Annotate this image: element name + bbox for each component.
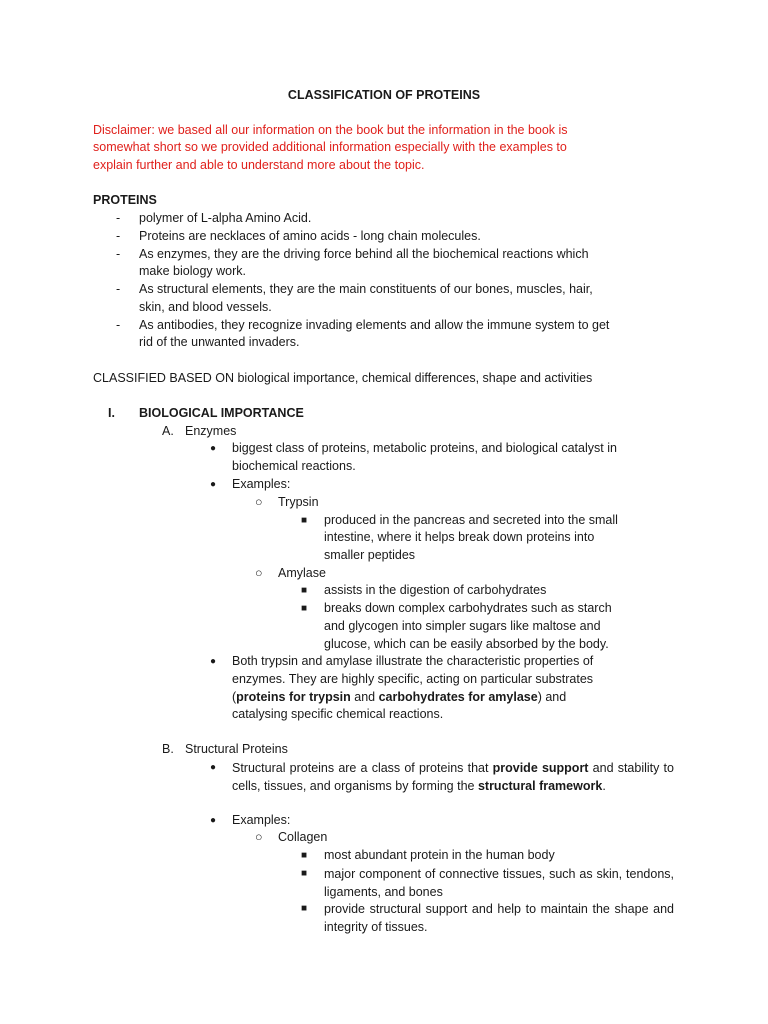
disclaimer-line-1: Disclaimer: we based all our information on the book but the information in the book is [93, 123, 568, 137]
trypsin-point-line-1: produced in the pancreas and secreted into the small [324, 513, 618, 527]
bullet-marker: ● [210, 656, 217, 667]
dash-marker: - [116, 229, 121, 243]
section-heading: BIOLOGICAL IMPORTANCE [139, 406, 304, 420]
circle-marker: ○ [255, 495, 263, 509]
bullet-marker: ● [210, 815, 217, 826]
subsection-letter-a: A. [162, 424, 174, 438]
enzymes-desc-line-1: biggest class of proteins, metabolic proteins, and biological catalyst in [232, 441, 617, 455]
example-collagen: Collagen [278, 830, 328, 844]
disclaimer-line-2: somewhat short so we provided additional information especially with the examples to [93, 140, 567, 154]
square-marker: ■ [301, 850, 308, 861]
dash-marker: - [116, 282, 121, 296]
disclaimer-line-3: explain further and able to understand more about the topic. [93, 158, 425, 172]
trypsin-point-line-3: smaller peptides [324, 548, 416, 562]
bold-carbohydrates-for-amylase: carbohydrates for amylase [378, 690, 538, 704]
dash-marker: - [116, 318, 121, 332]
classified-basis: CLASSIFIED BASED ON biological importance, chemical differences, shape and activities [93, 371, 593, 385]
trypsin-point-line-2: intestine, where it helps break down proteins into [324, 530, 595, 544]
protein-point-3-line-1: As enzymes, they are the driving force behind all the biochemical reactions which [139, 247, 589, 261]
dash-marker: - [116, 211, 121, 225]
structural-desc: Structural proteins are a class of proteins that provide support and stability to cells, tissues, and organisms by forming the structural framework. [232, 761, 674, 793]
subsection-letter-b: B. [162, 742, 174, 756]
protein-point-2: Proteins are necklaces of amino acids - long chain molecules. [139, 229, 481, 243]
example-amylase: Amylase [278, 566, 326, 580]
structural-examples-label: Examples: [232, 813, 291, 827]
example-trypsin: Trypsin [278, 495, 319, 509]
collagen-point-1: most abundant protein in the human body [324, 848, 555, 862]
proteins-heading: PROTEINS [93, 193, 157, 207]
square-marker: ■ [301, 515, 308, 526]
bullet-marker: ● [210, 479, 217, 490]
enzymes-examples-label: Examples: [232, 477, 291, 491]
dash-marker: - [116, 247, 121, 261]
bullet-marker: ● [210, 762, 217, 773]
amylase-point-2-line-3: glucose, which can be easily absorbed by the body. [324, 637, 609, 651]
square-marker: ■ [301, 903, 308, 914]
protein-point-5-line-2: rid of the unwanted invaders. [139, 335, 300, 349]
enzymes-desc-line-2: biochemical reactions. [232, 459, 356, 473]
collagen-point-3: provide structural support and help to maintain the shape and integrity of tissues. [324, 902, 674, 934]
protein-point-4-line-1: As structural elements, they are the main constituents of our bones, muscles, hair, [139, 282, 593, 296]
bold-structural-framework: structural framework [477, 779, 603, 793]
enzymes-summary-line-2: enzymes. They are highly specific, acting on particular substrates [232, 672, 594, 686]
circle-marker: ○ [255, 830, 263, 844]
protein-point-4-line-2: skin, and blood vessels. [139, 300, 272, 314]
square-marker: ■ [301, 585, 308, 596]
page-title: CLASSIFICATION OF PROTEINS [287, 88, 481, 102]
protein-point-5-line-1: As antibodies, they recognize invading elements and allow the immune system to get [139, 318, 610, 332]
enzymes-summary-line-4: catalysing specific chemical reactions. [232, 707, 444, 721]
circle-marker: ○ [255, 566, 263, 580]
subsection-title-structural: Structural Proteins [185, 742, 288, 756]
protein-point-3-line-2: make biology work. [139, 264, 246, 278]
bold-provide-support: provide support [492, 761, 589, 775]
square-marker: ■ [301, 868, 308, 879]
amylase-point-2-line-2: and glycogen into simpler sugars like maltose and [324, 619, 601, 633]
amylase-point-1: assists in the digestion of carbohydrates [324, 583, 547, 597]
amylase-point-2-line-1: breaks down complex carbohydrates such as starch [324, 601, 612, 615]
protein-point-1: polymer of L-alpha Amino Acid. [139, 211, 312, 225]
enzymes-summary-line-1: Both trypsin and amylase illustrate the characteristic properties of [232, 654, 594, 668]
bold-proteins-for-trypsin: proteins for trypsin [236, 690, 351, 704]
collagen-point-2: major component of connective tissues, such as skin, tendons, ligaments, and bones [324, 867, 674, 899]
section-numeral: I. [108, 406, 115, 420]
square-marker: ■ [301, 603, 308, 614]
bullet-marker: ● [210, 443, 217, 454]
enzymes-summary-line-3: (proteins for trypsin and carbohydrates for amylase) and [232, 690, 567, 704]
subsection-title-enzymes: Enzymes [185, 424, 237, 438]
